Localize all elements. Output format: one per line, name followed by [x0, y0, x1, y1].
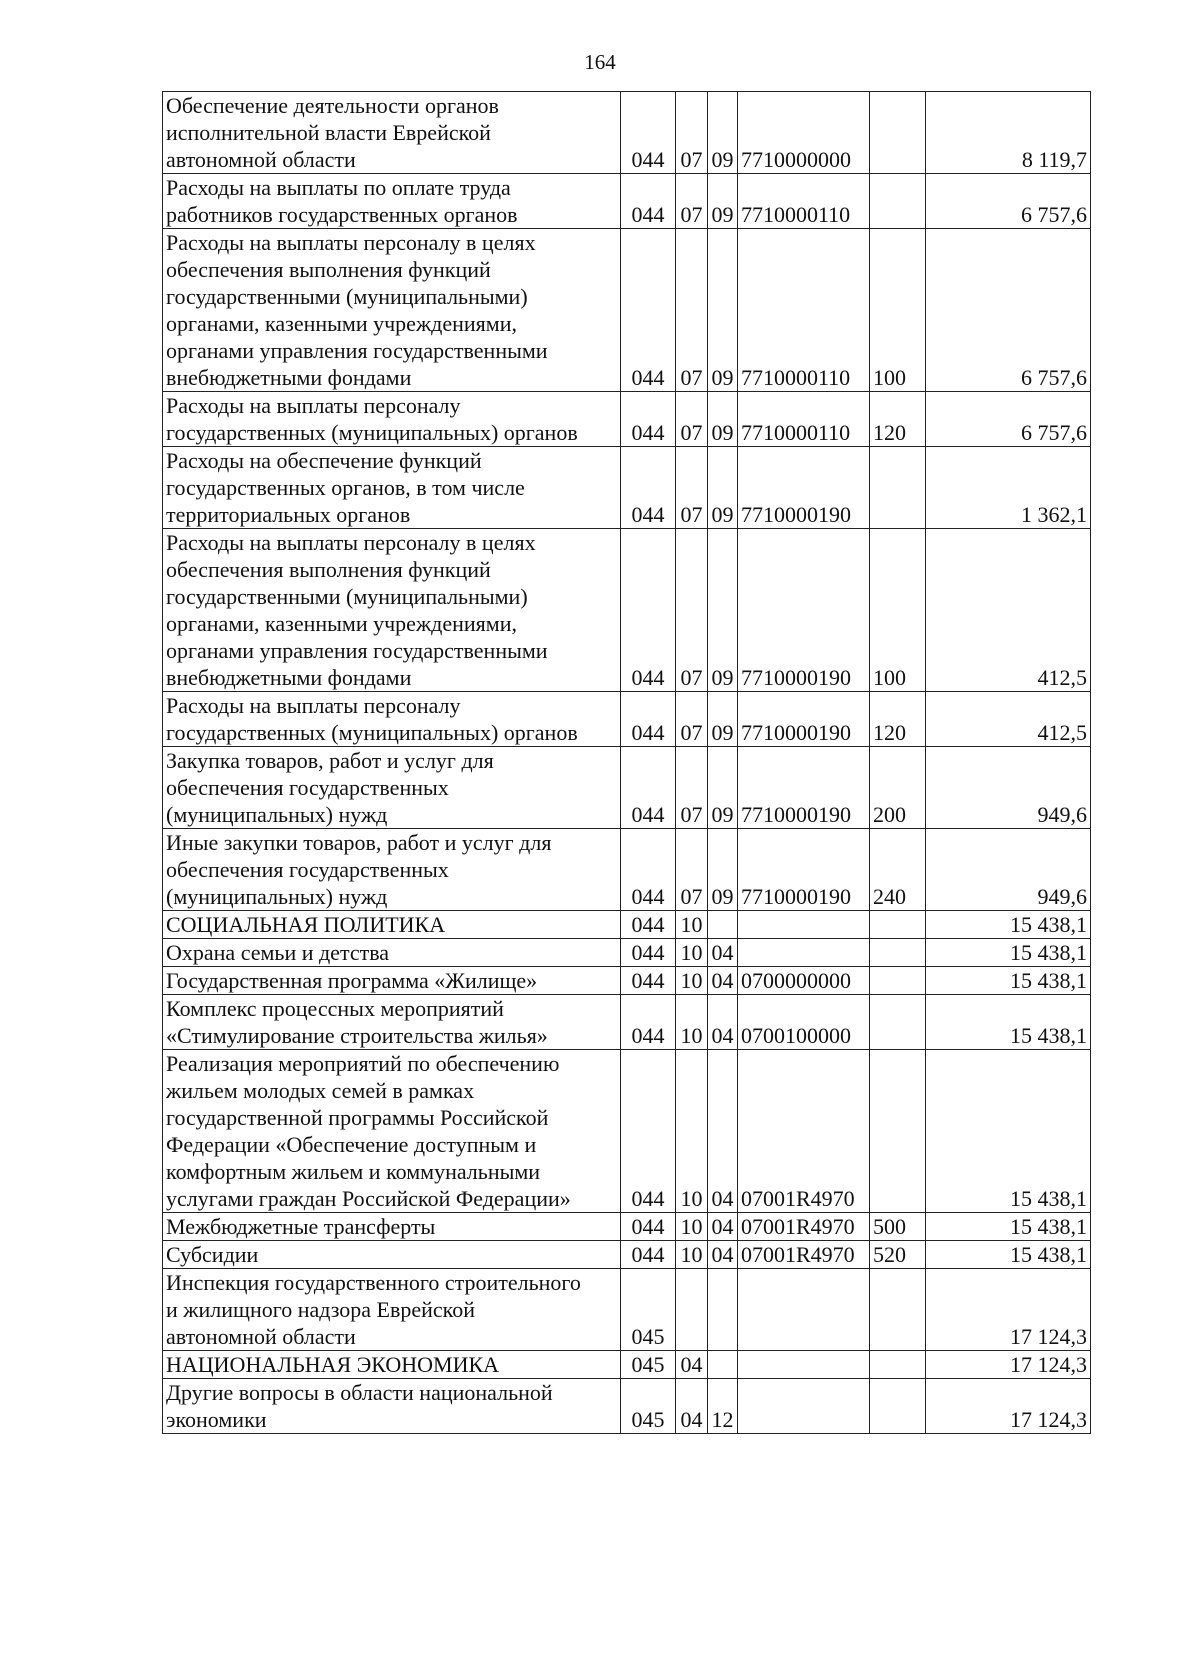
amount: 15 438,1: [926, 995, 1091, 1050]
target-article-code: 0700100000: [738, 995, 870, 1050]
section-code: 10: [676, 1213, 708, 1241]
expense-type-code: 120: [870, 392, 926, 447]
expense-name-line: Обеспечение деятельности органов: [166, 93, 499, 118]
amount: 6 757,6: [926, 392, 1091, 447]
subsection-code: 09: [708, 229, 738, 392]
expense-type-code: 120: [870, 692, 926, 747]
expense-name-line: внебюджетными фондами: [166, 365, 412, 390]
grbs-code: 044: [621, 995, 676, 1050]
grbs-code: 044: [621, 92, 676, 174]
expense-name-line: обеспечения государственных: [166, 775, 449, 800]
expense-name-line: внебюджетными фондами: [166, 665, 412, 690]
target-article-code: 7710000000: [738, 92, 870, 174]
expense-name: [163, 1213, 621, 1241]
expense-name-line: Расходы на выплаты персоналу: [166, 693, 461, 718]
subsection-code: 09: [708, 447, 738, 529]
section-code: 10: [676, 967, 708, 995]
table-row: [163, 939, 1091, 967]
expense-name-line: и жилищного надзора Еврейской: [166, 1297, 475, 1322]
section-code: 07: [676, 529, 708, 692]
expense-type-code: 520: [870, 1241, 926, 1269]
subsection-code: 12: [708, 1379, 738, 1434]
target-article-code: 0700000000: [738, 967, 870, 995]
expense-name-line: жильем молодых семей в рамках: [166, 1078, 475, 1103]
table-row: [163, 1241, 1091, 1269]
expense-name-line: автономной области: [166, 147, 356, 172]
grbs-code: 044: [621, 911, 676, 939]
section-code: 04: [676, 1379, 708, 1434]
section-code: 10: [676, 939, 708, 967]
subsection-code: 04: [708, 1241, 738, 1269]
expense-name-line: Расходы на выплаты по оплате труда: [166, 175, 511, 200]
expense-name: [163, 1379, 621, 1434]
target-article-code: [738, 939, 870, 967]
subsection-code: 09: [708, 829, 738, 911]
amount: 949,6: [926, 829, 1091, 911]
target-article-code: 7710000190: [738, 529, 870, 692]
section-code: [676, 1269, 708, 1351]
grbs-code: 044: [621, 692, 676, 747]
amount: 412,5: [926, 692, 1091, 747]
expense-name-line: Расходы на выплаты персоналу в целях: [166, 230, 536, 255]
section-code: 10: [676, 1241, 708, 1269]
grbs-code: 044: [621, 967, 676, 995]
grbs-code: 044: [621, 829, 676, 911]
section-code: 07: [676, 392, 708, 447]
amount: 412,5: [926, 529, 1091, 692]
amount: 6 757,6: [926, 229, 1091, 392]
expense-name-line: Инспекция государственного строительного: [166, 1270, 581, 1295]
table-row: [163, 174, 1091, 229]
expense-name-line: Другие вопросы в области национальной: [166, 1380, 553, 1405]
expense-type-code: [870, 92, 926, 174]
amount: 8 119,7: [926, 92, 1091, 174]
expense-name: [163, 995, 621, 1050]
subsection-code: 09: [708, 92, 738, 174]
target-article-code: [738, 1379, 870, 1434]
expense-name: [163, 1269, 621, 1351]
section-code: 10: [676, 1050, 708, 1213]
section-code: 07: [676, 92, 708, 174]
expense-name-line: Иные закупки товаров, работ и услуг для: [166, 830, 552, 855]
grbs-code: 044: [621, 229, 676, 392]
table-row: [163, 1269, 1091, 1351]
grbs-code: 044: [621, 1213, 676, 1241]
amount: 15 438,1: [926, 967, 1091, 995]
amount: 15 438,1: [926, 1213, 1091, 1241]
expense-name: [163, 92, 621, 174]
expense-name-line: государственными (муниципальными): [166, 584, 528, 609]
expense-name-line: органами управления государственными: [166, 638, 548, 663]
target-article-code: 07001R4970: [738, 1050, 870, 1213]
amount: 6 757,6: [926, 174, 1091, 229]
expense-name: [163, 747, 621, 829]
expense-name-line: (муниципальных) нужд: [166, 884, 388, 909]
grbs-code: 044: [621, 174, 676, 229]
table-row: [163, 747, 1091, 829]
expense-name-line: Комплекс процессных мероприятий: [166, 996, 504, 1021]
table-row: [163, 1050, 1091, 1213]
section-code: 07: [676, 229, 708, 392]
grbs-code: 045: [621, 1379, 676, 1434]
subsection-code: [708, 1351, 738, 1379]
target-article-code: 7710000190: [738, 692, 870, 747]
section-code: 07: [676, 747, 708, 829]
expense-type-code: [870, 174, 926, 229]
expense-type-code: [870, 1050, 926, 1213]
expense-type-code: [870, 911, 926, 939]
expense-type-code: [870, 967, 926, 995]
target-article-code: 7710000190: [738, 447, 870, 529]
section-code: 10: [676, 995, 708, 1050]
expense-name: [163, 829, 621, 911]
expense-name-line: Государственная программа «Жилище»: [166, 968, 538, 993]
table-row: [163, 92, 1091, 174]
subsection-code: [708, 911, 738, 939]
expense-name-line: Расходы на выплаты персоналу: [166, 393, 461, 418]
grbs-code: 044: [621, 939, 676, 967]
target-article-code: 7710000110: [738, 174, 870, 229]
expense-name-line: исполнительной власти Еврейской: [166, 120, 491, 145]
expense-name-line: государственной программы Российской: [166, 1105, 549, 1130]
target-article-code: [738, 1269, 870, 1351]
expense-name-line: Межбюджетные трансферты: [166, 1214, 436, 1239]
amount: 17 124,3: [926, 1351, 1091, 1379]
subsection-code: 09: [708, 174, 738, 229]
expense-name-line: экономики: [166, 1407, 267, 1432]
expense-name: [163, 229, 621, 392]
expense-name: [163, 1050, 621, 1213]
expense-name: [163, 447, 621, 529]
expense-name: [163, 911, 621, 939]
expense-name-line: государственных (муниципальных) органов: [166, 420, 578, 445]
expense-type-code: [870, 447, 926, 529]
grbs-code: 044: [621, 392, 676, 447]
expense-name-line: работников государственных органов: [166, 202, 518, 227]
target-article-code: 7710000110: [738, 392, 870, 447]
amount: 15 438,1: [926, 1241, 1091, 1269]
target-article-code: 07001R4970: [738, 1213, 870, 1241]
section-code: 04: [676, 1351, 708, 1379]
expense-name-line: Охрана семьи и детства: [166, 940, 390, 965]
budget-table-body: [163, 92, 1091, 1434]
subsection-code: [708, 1269, 738, 1351]
section-code: 07: [676, 174, 708, 229]
expense-name-line: комфортным жильем и коммунальными: [166, 1159, 541, 1184]
target-article-code: 7710000110: [738, 229, 870, 392]
expense-name: [163, 967, 621, 995]
expense-name: [163, 692, 621, 747]
subsection-code: 09: [708, 692, 738, 747]
target-article-code: 7710000190: [738, 829, 870, 911]
expense-name: [163, 939, 621, 967]
table-row: [163, 392, 1091, 447]
expense-type-code: [870, 1351, 926, 1379]
expense-type-code: 200: [870, 747, 926, 829]
expense-type-code: 240: [870, 829, 926, 911]
amount: 17 124,3: [926, 1269, 1091, 1351]
amount: 1 362,1: [926, 447, 1091, 529]
target-article-code: 7710000190: [738, 747, 870, 829]
expense-name-line: Федерации «Обеспечение доступным и: [166, 1132, 537, 1157]
subsection-code: 09: [708, 747, 738, 829]
table-row: [163, 529, 1091, 692]
expense-name-line: государственных органов, в том числе: [166, 475, 525, 500]
table-row: [163, 692, 1091, 747]
section-code: 07: [676, 829, 708, 911]
expense-name-line: органами управления государственными: [166, 338, 548, 363]
expense-name-line: государственными (муниципальными): [166, 284, 528, 309]
expense-type-code: 100: [870, 229, 926, 392]
table-row: [163, 829, 1091, 911]
expense-name-line: Расходы на обеспечение функций: [166, 448, 482, 473]
amount: 15 438,1: [926, 939, 1091, 967]
subsection-code: 04: [708, 939, 738, 967]
expense-name: [163, 529, 621, 692]
subsection-code: 04: [708, 995, 738, 1050]
expense-name: [163, 1351, 621, 1379]
grbs-code: 044: [621, 1050, 676, 1213]
expense-type-code: 100: [870, 529, 926, 692]
expense-type-code: [870, 1379, 926, 1434]
grbs-code: 044: [621, 747, 676, 829]
expense-name-line: обеспечения государственных: [166, 857, 449, 882]
table-row: [163, 911, 1091, 939]
expense-type-code: [870, 1269, 926, 1351]
expense-type-code: 500: [870, 1213, 926, 1241]
subsection-code: 04: [708, 967, 738, 995]
expense-name-line: Расходы на выплаты персоналу в целях: [166, 530, 536, 555]
expense-name-line: (муниципальных) нужд: [166, 802, 388, 827]
expense-name-line: территориальных органов: [166, 502, 411, 527]
grbs-code: 045: [621, 1351, 676, 1379]
table-row: [163, 1351, 1091, 1379]
page-number: 164: [584, 50, 616, 74]
expense-name-line: Реализация мероприятий по обеспечению: [166, 1051, 560, 1076]
expense-name-line: органами, казенными учреждениями,: [166, 311, 517, 336]
budget-table: [162, 91, 1091, 1434]
table-row: [163, 1379, 1091, 1434]
subsection-code: 09: [708, 392, 738, 447]
amount: 15 438,1: [926, 911, 1091, 939]
grbs-code: 044: [621, 447, 676, 529]
table-row: [163, 967, 1091, 995]
expense-name-line: «Стимулирование строительства жилья»: [166, 1023, 548, 1048]
expense-name: [163, 1241, 621, 1269]
expense-name-line: Закупка товаров, работ и услуг для: [166, 748, 494, 773]
expense-name-line: НАЦИОНАЛЬНАЯ ЭКОНОМИКА: [166, 1352, 500, 1377]
section-code: 07: [676, 692, 708, 747]
target-article-code: 07001R4970: [738, 1241, 870, 1269]
grbs-code: 044: [621, 529, 676, 692]
expense-name-line: автономной области: [166, 1324, 356, 1349]
subsection-code: 04: [708, 1050, 738, 1213]
target-article-code: [738, 911, 870, 939]
expense-name-line: обеспечения выполнения функций: [166, 557, 491, 582]
subsection-code: 04: [708, 1213, 738, 1241]
expense-name-line: услугами граждан Российской Федерации»: [166, 1186, 571, 1211]
expense-name: [163, 392, 621, 447]
expense-type-code: [870, 939, 926, 967]
expense-type-code: [870, 995, 926, 1050]
amount: 17 124,3: [926, 1379, 1091, 1434]
expense-name-line: обеспечения выполнения функций: [166, 257, 491, 282]
expense-name-line: государственных (муниципальных) органов: [166, 720, 578, 745]
expense-name-line: СОЦИАЛЬНАЯ ПОЛИТИКА: [166, 912, 446, 937]
amount: 15 438,1: [926, 1050, 1091, 1213]
expense-name-line: органами, казенными учреждениями,: [166, 611, 517, 636]
expense-name-line: Субсидии: [166, 1242, 259, 1267]
grbs-code: 045: [621, 1269, 676, 1351]
amount: 949,6: [926, 747, 1091, 829]
section-code: 10: [676, 911, 708, 939]
table-row: [163, 229, 1091, 392]
section-code: 07: [676, 447, 708, 529]
table-row: [163, 1213, 1091, 1241]
table-row: [163, 995, 1091, 1050]
table-row: [163, 447, 1091, 529]
grbs-code: 044: [621, 1241, 676, 1269]
subsection-code: 09: [708, 529, 738, 692]
target-article-code: [738, 1351, 870, 1379]
expense-name: [163, 174, 621, 229]
